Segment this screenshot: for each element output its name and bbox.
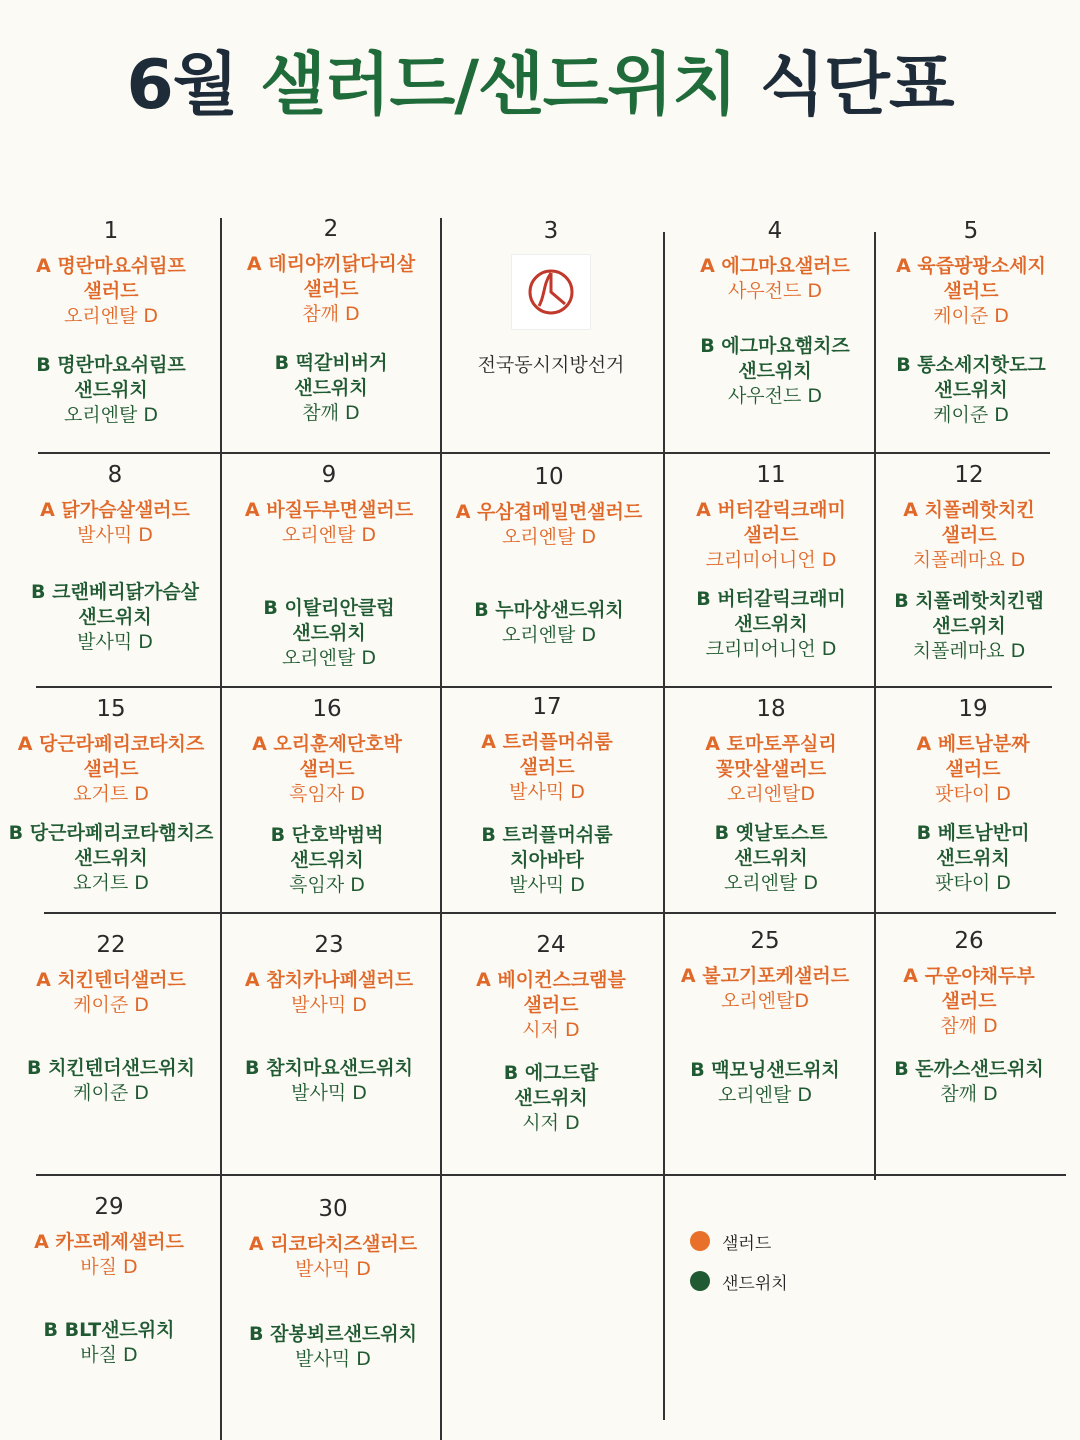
salad-menu — [862, 254, 1080, 329]
title-highlight: 샐러드/샌드위치 — [260, 46, 737, 125]
day-number: 29 — [94, 1194, 124, 1220]
dressing: 크리미어니언 D — [705, 638, 837, 660]
menu-name-line2: 샌드위치 — [734, 847, 808, 869]
dressing: 발사믹 D — [509, 781, 585, 803]
day-number: 16 — [312, 696, 342, 722]
menu-name-line2: 샌드위치 — [78, 606, 152, 628]
sandwich-menu — [218, 823, 436, 898]
title-suffix: 식단표 — [759, 46, 954, 125]
day-cell — [2, 930, 220, 1106]
day-number: 10 — [534, 464, 564, 490]
sandwich-menu — [0, 1318, 218, 1368]
menu-name: A 데리야끼닭다리살 — [246, 253, 416, 275]
menu-name: A 치폴레핫치킨 — [903, 499, 1035, 521]
menu-name: B 당근라페리코타햄치즈 — [8, 822, 214, 844]
menu-name-line2: 샐러드 — [523, 994, 579, 1016]
menu-name-line2: 샌드위치 — [290, 849, 364, 871]
dressing: 팟타이 D — [935, 872, 1011, 894]
salad-menu — [222, 252, 440, 327]
menu-name: B 통소세지핫도그 — [896, 354, 1046, 376]
menu-name-line2: 샐러드 — [83, 280, 139, 302]
menu-name-line2: 샌드위치 — [738, 360, 812, 382]
sandwich-menu — [224, 1322, 442, 1372]
salad-menu — [860, 964, 1078, 1039]
dressing: 발사믹 D — [509, 874, 585, 896]
menu-name-line2: 샐러드 — [83, 758, 139, 780]
menu-name: A 리코타치즈샐러드 — [248, 1233, 418, 1255]
sandwich-menu — [666, 334, 884, 409]
salad-menu — [860, 498, 1078, 573]
salad-menu — [662, 498, 880, 573]
dressing: 오리엔탈 D — [501, 624, 597, 646]
day-cell — [222, 214, 440, 426]
menu-name: A 닭가슴살샐러드 — [40, 499, 190, 521]
menu-name-line2: 꽃맛살샐러드 — [715, 758, 827, 780]
sandwich-menu — [860, 1057, 1078, 1107]
dressing: 치폴레마요 D — [912, 549, 1026, 571]
sandwich-menu — [864, 821, 1080, 896]
menu-name-line2: 샐러드 — [941, 524, 997, 546]
legend-item-salad — [690, 1228, 788, 1254]
day-cell — [6, 460, 224, 655]
dressing: 치폴레마요 D — [912, 640, 1026, 662]
dressing: 오리엔탈D — [726, 783, 816, 805]
salad-menu — [442, 968, 660, 1043]
holiday-label: 전국동시지방선거 — [477, 354, 625, 376]
menu-name-line2: 샌드위치 — [74, 847, 148, 869]
salad-menu — [220, 498, 438, 548]
sandwich-menu — [2, 353, 220, 428]
day-cell — [862, 216, 1080, 428]
day-number: 12 — [954, 462, 984, 488]
menu-name: B 맥모닝샌드위치 — [690, 1059, 840, 1081]
menu-name-line2: 샐러드 — [743, 524, 799, 546]
menu-name: B 치폴레핫치킨랩 — [894, 590, 1044, 612]
grid-line-horizontal — [36, 686, 1052, 688]
menu-name-line2: 샌드위치 — [294, 377, 368, 399]
menu-name: A 토마토푸실리 — [705, 733, 837, 755]
dressing: 흑임자 D — [289, 874, 365, 896]
day-cell — [224, 1194, 442, 1372]
menu-name: B 누마상샌드위치 — [474, 599, 624, 621]
legend-label: 샐러드 — [722, 1233, 772, 1254]
dressing: 오리엔탈 D — [501, 526, 597, 548]
menu-name: A 버터갈릭크래미 — [696, 499, 846, 521]
legend — [690, 1228, 788, 1308]
menu-name: B 명란마요쉬림프 — [36, 354, 186, 376]
day-number: 8 — [107, 462, 123, 488]
salad-menu — [656, 964, 874, 1014]
day-number: 26 — [954, 928, 984, 954]
salad-menu — [2, 732, 220, 807]
salad-menu — [220, 968, 438, 1018]
day-number: 18 — [756, 696, 786, 722]
dressing: 흑임자 D — [289, 783, 365, 805]
menu-name: B 단호박범벅 — [270, 824, 384, 846]
menu-name-line2: 샌드위치 — [292, 622, 366, 644]
orange-dot-icon — [690, 1231, 710, 1251]
dressing: 케이준 D — [933, 305, 1009, 327]
day-cell — [864, 694, 1080, 896]
dressing: 크리미어니언 D — [705, 549, 837, 571]
sandwich-menu — [220, 1056, 438, 1106]
vote-stamp-icon — [511, 254, 591, 330]
sandwich-menu — [860, 589, 1078, 664]
dressing: 팟타이 D — [935, 783, 1011, 805]
sandwich-menu — [6, 580, 224, 655]
day-cell — [662, 460, 880, 662]
menu-name: A 참치카나페샐러드 — [244, 969, 414, 991]
dressing: 오리엔탈 D — [281, 647, 377, 669]
menu-name: B 트러플머쉬룸 — [481, 824, 613, 846]
dressing: 바질 D — [80, 1256, 138, 1278]
day-number: 15 — [96, 696, 126, 722]
day-number: 24 — [536, 932, 566, 958]
dressing: 요거트 D — [73, 783, 149, 805]
sandwich-menu — [440, 598, 658, 648]
sandwich-menu — [2, 1056, 220, 1106]
day-number: 3 — [543, 218, 559, 244]
day-cell — [440, 462, 658, 648]
menu-name: A 불고기포케샐러드 — [680, 965, 850, 987]
menu-name: A 베트남분짜 — [916, 733, 1030, 755]
day-cell — [860, 460, 1078, 664]
salad-menu — [0, 1230, 218, 1280]
dressing: 시저 D — [522, 1112, 580, 1134]
menu-name: A 오리훈제단호박 — [252, 733, 402, 755]
menu-name: B 버터갈릭크래미 — [696, 588, 846, 610]
dressing: 발사믹 D — [77, 631, 153, 653]
salad-menu — [6, 498, 224, 548]
day-cell — [0, 1192, 218, 1368]
menu-name: B 베트남반미 — [916, 822, 1030, 844]
dressing: 발사믹 D — [291, 994, 367, 1016]
menu-name: B 에그드랍 — [503, 1062, 599, 1084]
sandwich-menu — [656, 1058, 874, 1108]
day-cell — [218, 694, 436, 898]
day-cell — [2, 694, 220, 896]
grid-line-horizontal — [38, 452, 1050, 454]
dressing: 참깨 D — [940, 1083, 998, 1105]
day-number: 11 — [756, 462, 786, 488]
legend-item-sandwich — [690, 1268, 788, 1294]
day-number: 22 — [96, 932, 126, 958]
day-cell-holiday — [442, 216, 660, 377]
salad-menu — [2, 968, 220, 1018]
salad-menu — [218, 732, 436, 807]
day-cell — [220, 460, 438, 671]
day-cell — [2, 216, 220, 428]
menu-name-line2: 샐러드 — [941, 990, 997, 1012]
dressing: 사우전드 D — [727, 385, 823, 407]
menu-name: B 에그마요햄치즈 — [700, 335, 850, 357]
dressing: 발사믹 D — [77, 524, 153, 546]
menu-name-line2: 샐러드 — [945, 758, 1001, 780]
sandwich-menu — [862, 353, 1080, 428]
sandwich-menu — [222, 351, 440, 426]
menu-name: B 참치마요샌드위치 — [245, 1057, 413, 1079]
dressing: 참깨 D — [302, 402, 360, 424]
salad-menu — [440, 500, 658, 550]
menu-name-line2: 샌드위치 — [74, 379, 148, 401]
salad-menu — [864, 732, 1080, 807]
dressing: 바질 D — [80, 1344, 138, 1366]
dressing: 케이준 D — [73, 1082, 149, 1104]
legend-label: 샌드위치 — [722, 1273, 788, 1294]
menu-name: A 베이컨스크램블 — [476, 969, 626, 991]
dressing: 발사믹 D — [295, 1258, 371, 1280]
menu-name: A 에그마요샐러드 — [700, 255, 850, 277]
menu-name: A 우삼겹메밀면샐러드 — [455, 501, 643, 523]
salad-menu — [662, 732, 880, 807]
sandwich-menu — [220, 596, 438, 671]
grid-line-horizontal — [44, 912, 1056, 914]
day-cell — [662, 694, 880, 896]
day-cell — [442, 930, 660, 1136]
dressing: 케이준 D — [933, 404, 1009, 426]
menu-name: B 옛날토스트 — [714, 822, 828, 844]
dressing: 사우전드 D — [727, 280, 823, 302]
day-number: 4 — [767, 218, 783, 244]
menu-name-line2: 샌드위치 — [734, 613, 808, 635]
day-number: 30 — [318, 1196, 348, 1222]
menu-name: B 크랜베리닭가슴살 — [31, 581, 199, 603]
day-cell — [220, 930, 438, 1106]
dressing: 오리엔탈D — [720, 990, 810, 1012]
day-cell — [438, 692, 656, 898]
day-number: 1 — [103, 218, 119, 244]
green-dot-icon — [690, 1271, 710, 1291]
menu-name: B 잠봉뵈르샌드위치 — [249, 1323, 417, 1345]
day-cell — [860, 926, 1078, 1107]
menu-name-line2: 샌드위치 — [514, 1087, 588, 1109]
day-number: 23 — [314, 932, 344, 958]
dressing: 요거트 D — [73, 872, 149, 894]
dressing: 케이준 D — [73, 994, 149, 1016]
menu-name: A 트러플머쉬룸 — [481, 731, 613, 753]
sandwich-menu — [442, 1061, 660, 1136]
day-cell — [666, 216, 884, 409]
page-title — [0, 38, 1080, 134]
menu-name: A 구운야채두부 — [903, 965, 1035, 987]
day-cell — [656, 926, 874, 1108]
dressing: 오리엔탈 D — [723, 872, 819, 894]
salad-menu — [2, 254, 220, 329]
salad-menu — [438, 730, 656, 805]
dressing: 오리엔탈 D — [63, 404, 159, 426]
dressing: 오리엔탈 D — [717, 1084, 813, 1106]
menu-name: A 치킨텐더샐러드 — [36, 969, 186, 991]
menu-name: B 떡갈비버거 — [274, 352, 388, 374]
menu-name-line2: 샌드위치 — [936, 847, 1010, 869]
menu-name: A 바질두부면샐러드 — [244, 499, 414, 521]
day-number: 2 — [323, 216, 339, 242]
day-number: 25 — [750, 928, 780, 954]
menu-name-line2: 샐러드 — [303, 278, 359, 300]
dressing: 오리엔탈 D — [281, 524, 377, 546]
salad-menu — [666, 254, 884, 304]
menu-name: B 돈까스샌드위치 — [894, 1058, 1044, 1080]
dressing: 시저 D — [522, 1019, 580, 1041]
dressing: 참깨 D — [302, 303, 360, 325]
grid-line-horizontal — [36, 1174, 1066, 1176]
dressing: 발사믹 D — [295, 1348, 371, 1370]
salad-menu — [224, 1232, 442, 1282]
menu-name: A 당근라페리코타치즈 — [17, 733, 205, 755]
dressing: 발사믹 D — [291, 1082, 367, 1104]
sandwich-menu — [662, 821, 880, 896]
day-number: 17 — [532, 694, 562, 720]
menu-name-line2: 샐러드 — [299, 758, 355, 780]
dressing: 참깨 D — [940, 1015, 998, 1037]
menu-name-line2: 치아바타 — [510, 849, 584, 871]
day-number: 5 — [963, 218, 979, 244]
menu-name-line2: 샐러드 — [519, 756, 575, 778]
menu-name: B BLT샌드위치 — [43, 1319, 175, 1341]
sandwich-menu — [662, 587, 880, 662]
menu-name-line2: 샌드위치 — [934, 379, 1008, 401]
menu-name: A 명란마요쉬림프 — [36, 255, 186, 277]
day-number: 19 — [958, 696, 988, 722]
dressing: 오리엔탈 D — [63, 305, 159, 327]
menu-name-line2: 샌드위치 — [932, 615, 1006, 637]
menu-name: B 치킨텐더샌드위치 — [27, 1057, 195, 1079]
sandwich-menu — [438, 823, 656, 898]
menu-name: A 육즙팡팡소세지 — [896, 255, 1046, 277]
menu-name: A 카프레제샐러드 — [34, 1231, 184, 1253]
day-number: 9 — [321, 462, 337, 488]
menu-name-line2: 샐러드 — [943, 280, 999, 302]
menu-name: B 이탈리안클럽 — [263, 597, 395, 619]
sandwich-menu — [2, 821, 220, 896]
title-month: 6월 — [126, 46, 238, 125]
